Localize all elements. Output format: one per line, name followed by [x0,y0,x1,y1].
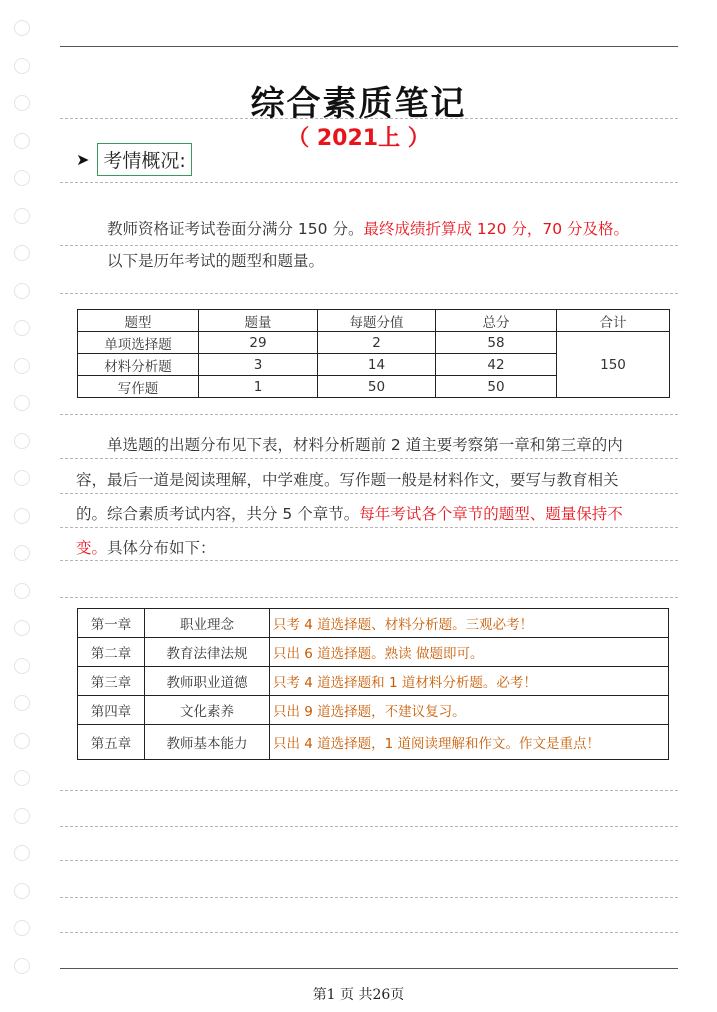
intro-line-2: 以下是历年考试的题型和题量。 [107,252,325,270]
table-row [78,667,669,696]
total-cell: 150 [557,332,670,398]
table-cell: 3 [199,354,318,376]
chapter-note-cell: 只考 4 道选择题和 1 道材料分析题。必考！ [270,667,669,696]
binder-ring-icon [14,208,30,224]
binder-ring-icon [14,283,30,299]
binder-ring-icon [14,583,30,599]
arrow-bullet-icon: ➤ [76,150,90,169]
table-row [78,638,669,667]
binder-ring-icon [14,433,30,449]
distribution-highlight: 每年考试各个章节的题型、题量保持不 [359,505,623,523]
chapter-note-cell: 只出 9 道选择题，不建议复习。 [270,696,669,725]
binder-ring-icon [14,58,30,74]
distribution-line-1: 单选题的出题分布见下表，材料分析题前 2 道主要考察第一章和第三章的内 [107,436,623,454]
binder-ring-icon [14,620,30,636]
chapter-cell: 第二章 [78,638,145,667]
table-cell: 2 [318,332,436,354]
header-cell: 题量 [199,310,318,332]
binder-ring-icon [14,245,30,261]
header-cell: 合计 [557,310,670,332]
top-rule [60,46,678,47]
intro-text: 教师资格证考试卷面分满分 150 分。 [107,220,364,238]
page-title: 综合素质笔记 [250,84,467,124]
ruled-line [60,860,678,861]
table-cell: 50 [436,376,557,398]
binder-ring-icon [14,395,30,411]
distribution-line-3 [76,499,668,529]
binder-ring-icon [14,695,30,711]
binder-ring-icon [14,770,30,786]
chapter-cell: 第一章 [78,609,145,638]
chapter-note-cell: 只出 6 道选择题。熟读 做题即可。 [270,638,669,667]
ruled-line [60,790,678,791]
intro-highlight: 最终成绩折算成 120 分，70 分及格。 [363,220,630,238]
chapter-cell: 第三章 [78,667,145,696]
chapter-name-cell: 文化素养 [145,696,270,725]
binder-ring-icon [14,808,30,824]
table-cell: 58 [436,332,557,354]
header-cell: 题型 [78,310,199,332]
binder-ring-icon [14,845,30,861]
binder-ring-icon [14,920,30,936]
section-heading-label: 考情概况: [97,143,191,176]
page-footer: 第1 页 共26页 [312,987,405,1003]
chapter-name-cell: 教师基本能力 [145,725,270,760]
bottom-rule [60,968,678,969]
header-cell: 每题分值 [318,310,436,332]
table-row [78,725,669,760]
ruled-line [60,597,678,598]
chapter-table [77,608,669,760]
binder-ring-icon [14,658,30,674]
table-row [78,696,669,725]
ruled-line [60,414,678,415]
chapter-cell: 第五章 [78,725,145,760]
binder-ring-icon [14,958,30,974]
table-cell: 14 [318,354,436,376]
binder-ring-icon [14,545,30,561]
table-header-row [78,310,670,332]
binder-ring-icon [14,508,30,524]
header-cell: 总分 [436,310,557,332]
page-subtitle: （ 2021上 ） [287,126,430,151]
table-row [78,609,669,638]
binder-ring-icon [14,883,30,899]
ruled-line [60,826,678,827]
table-row [78,332,670,354]
chapter-name-cell: 教师职业道德 [145,667,270,696]
distribution-text: 具体分布如下： [107,539,216,557]
binder-ring-icon [14,320,30,336]
binder-ring-icon [14,358,30,374]
distribution-text: 的。综合素质考试内容，共分 5 个章节。 [76,505,360,523]
table-cell: 42 [436,354,557,376]
chapter-note-cell: 只出 4 道选择题，1 道阅读理解和作文。作文是重点！ [270,725,669,760]
ruled-line [60,932,678,933]
table-cell: 50 [318,376,436,398]
table-cell: 1 [199,376,318,398]
binder-rings [14,20,36,1000]
section-heading [76,143,192,176]
ruled-line [60,182,678,183]
binder-ring-icon [14,170,30,186]
intro-line-1 [76,214,668,244]
binder-ring-icon [14,733,30,749]
chapter-note-cell: 只考 4 道选择题、材料分析题。三观必考！ [270,609,669,638]
distribution-highlight: 变。 [76,539,108,557]
chapter-cell: 第四章 [78,696,145,725]
chapter-name-cell: 职业理念 [145,609,270,638]
table-cell: 单项选择题 [78,332,199,354]
binder-ring-icon [14,20,30,36]
score-table [77,309,670,398]
table-cell: 写作题 [78,376,199,398]
chapter-name-cell: 教育法律法规 [145,638,270,667]
binder-ring-icon [14,470,30,486]
distribution-line-2: 容，最后一道是阅读理解，中学难度。写作题一般是材料作文，要写与教育相关 [76,471,619,489]
table-cell: 29 [199,332,318,354]
table-cell: 材料分析题 [78,354,199,376]
ruled-line [60,293,678,294]
distribution-line-4 [76,533,668,563]
ruled-line [60,897,678,898]
